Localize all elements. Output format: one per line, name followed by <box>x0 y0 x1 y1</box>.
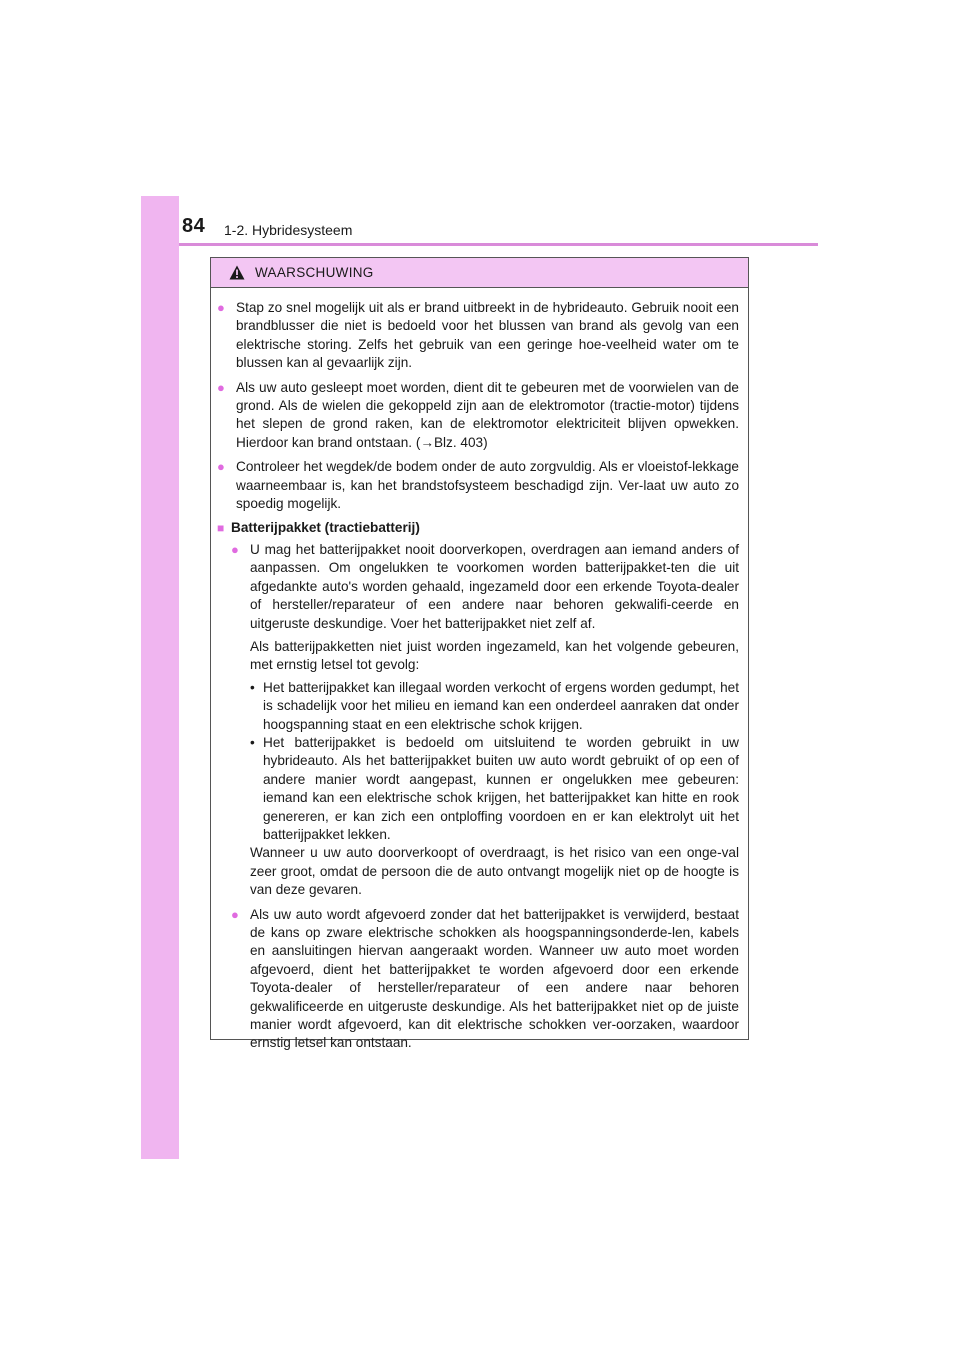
page-number: 84 <box>182 215 206 237</box>
paragraph: Als batterijpakketten niet juist worden ingezameld, kan het volgende gebeuren, met ernstig letsel tot gevolg: <box>250 638 739 673</box>
warning-item <box>217 458 739 513</box>
warning-title: WAARSCHUWING <box>255 265 374 280</box>
bullet-marker: ● <box>217 459 225 475</box>
warning-triangle-icon <box>229 265 245 280</box>
warning-item-text: Controleer het wegdek/de bodem onder de auto zorgvuldig. Als er vloeistof-lekkage waarneembaar is, kan het brandstofsysteem beschadigd zijn. Ver-laat uw auto zo spoedig mogelijk. <box>236 459 739 512</box>
warning-item <box>217 379 739 453</box>
warning-body <box>211 288 748 1053</box>
dot-list-item <box>250 734 739 844</box>
warning-item-text: U mag het batterijpakket nooit doorverkopen, overdragen aan iemand anders of aanpassen. Om ongelukken te voorkomen worden batterijpakket-ten die uit afgedankte auto's worden gehaald, ingezameld door een erkende Toyota-dealer of hersteller/reparateur of een andere naar behoren gekwalifi-ceerde en uitgeruste deskundige. Voer het batterijpakket niet zelf af. <box>250 541 739 631</box>
warning-item-text: Als uw auto gesleept moet worden, dient dit te gebeuren met de voorwielen van de grond. Als de wielen die gekoppeld zijn aan de elektromotor (tractie-motor) tijdens het slepen de grond raken, kan de elektromotor elektriciteit blijven opwekken. Hierdoor kan brand ontstaan. (→Blz. 403) <box>236 379 739 450</box>
subsection-title: Batterijpakket (tractiebatterij) <box>231 520 420 536</box>
section-title: 1-2. Hybridesysteem <box>224 222 353 238</box>
dot-marker: • <box>250 679 255 695</box>
warning-item <box>231 541 739 900</box>
subsection-heading <box>217 519 739 537</box>
bullet-marker: ● <box>231 906 239 922</box>
chapter-side-band <box>141 196 179 1159</box>
warning-box <box>210 257 749 1051</box>
dot-list-text: Het batterijpakket is bedoeld om uitsluitend te worden gebruikt in uw hybrideauto. Als het batterijpakket buiten uw auto wordt gebruikt of op een of andere manier wordt aangepast, kunnen er ongelukken mee gebeuren: iemand kan een elektrische schok krijgen, het batterijpakket kan hitte en rook genereren, er kan zich een ontploffing voordoen en er kan elektrolyt uit het batterijpakket lekken. <box>263 734 739 842</box>
bullet-marker: ● <box>231 541 239 557</box>
warning-header <box>211 258 748 288</box>
bullet-marker: ● <box>217 300 225 315</box>
square-marker-icon: ■ <box>217 521 225 536</box>
warning-item-text: Stap zo snel mogelijk uit als er brand uitbreekt in de hybrideauto. Gebruik nooit een brandblusser die niet is bedoeld voor het blussen van brand als gevolg van een elektrische storing. Zelfs het gebruik van een geringe hoe-veelheid water om te blussen kan al gevaarlijk zijn. <box>236 300 739 371</box>
warning-item <box>231 906 739 1053</box>
dot-marker: • <box>250 734 255 750</box>
subsection-content <box>217 541 739 1053</box>
warning-item <box>217 299 739 373</box>
header-rule <box>179 243 818 246</box>
dot-list-text: Het batterijpakket kan illegaal worden verkocht of ergens worden gedumpt, het is schadelijk voor het milieu en iemand kan een onderdeel aanraken dat onder hoogspanning staat en een elektrische schok krijgen. <box>263 679 739 732</box>
dot-list-item <box>250 679 739 734</box>
warning-item-text: Als uw auto wordt afgevoerd zonder dat het batterijpakket is verwijderd, bestaat de kans op zware elektrische schokken als hoogspanningsonderde-len, kabels en aansluitingen hiervan aangeraakt worden. Wanneer uw auto moet worden afgevoerd, dient het batterijpakket te worden afgevoerd door een erkende Toyota-dealer of hersteller/reparateur of een andere naar behoren gekwalificeerde en uitgeruste deskundige. Als het batterijpakket niet op de juiste manier wordt afgevoerd, kan dit elektrische schokken ver-oorzaken, waardoor ernstig letsel kan ontstaan. <box>250 906 739 1051</box>
paragraph: Wanneer u uw auto doorverkoopt of overdraagt, is het risico van een onge-val zeer groot, omdat de persoon die de auto ontvangt mogelijk niet op de hoogte is van deze gevaren. <box>250 845 739 898</box>
bullet-marker: ● <box>217 379 225 395</box>
